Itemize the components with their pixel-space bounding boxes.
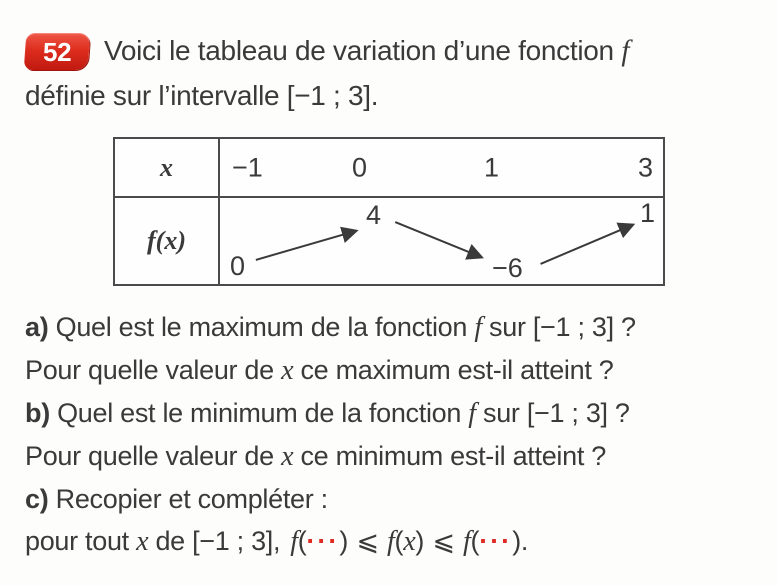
question-b-text2: sur: [475, 398, 527, 428]
arrow-decreasing-icon: [395, 222, 481, 257]
variation-table: [113, 137, 665, 286]
f-symbol: f: [468, 398, 476, 429]
x-symbol: x: [281, 355, 294, 386]
leq-symbol: ⩽: [424, 526, 463, 557]
f-symbol: f: [387, 526, 395, 557]
question-b: [25, 392, 773, 435]
blank-dots-1: ···: [306, 526, 340, 556]
question-b-label: b): [25, 398, 50, 428]
intro-line-2: [25, 74, 770, 118]
function-f-symbol: f: [621, 35, 630, 67]
paren: (: [394, 526, 404, 556]
x-value-3: 3: [637, 152, 653, 182]
exercise-number-badge: [24, 33, 91, 70]
question-b-text: Quel est le minimum de la fonction: [49, 398, 469, 428]
f-symbol: f: [462, 526, 471, 557]
table-variation-cell: [220, 198, 663, 284]
question-a-followup: [25, 349, 773, 392]
question-b2-text2: ce minimum est-il atteint ?: [293, 441, 606, 471]
question-a: [25, 306, 773, 349]
x-value-0: −1: [232, 152, 263, 182]
f-value-end: 1: [639, 198, 655, 228]
question-a-label: a): [25, 312, 49, 342]
f-value-min: −6: [492, 253, 523, 283]
question-b-followup: [25, 435, 773, 478]
question-b2-text: Pour quelle valeur de: [25, 441, 282, 471]
question-c-label: c): [25, 484, 49, 514]
variation-arrows: [220, 198, 663, 284]
x-symbol: x: [136, 526, 149, 557]
paren: (: [470, 526, 480, 556]
paren: ): [415, 526, 425, 556]
intro-text-2: définie sur l’intervalle: [25, 80, 287, 111]
formula-pre: pour tout: [25, 526, 137, 556]
question-b-interval: [−1 ; 3] ?: [526, 398, 630, 428]
intro-line-1: [25, 28, 770, 74]
question-c-formula: [25, 520, 773, 563]
table-header-x-cell: [115, 139, 220, 198]
formula-end: .: [520, 526, 529, 556]
x-value-2: 1: [484, 152, 500, 182]
function-label: f(x): [147, 226, 186, 255]
formula-interval: [−1 ; 3],: [192, 526, 281, 556]
questions-block: [25, 306, 773, 563]
table-x-values-cell: [220, 139, 663, 198]
blank-dots-2: ···: [479, 526, 513, 556]
question-a-interval: [−1 ; 3] ?: [532, 312, 636, 342]
question-a-text: Quel est le maximum de la fonction: [48, 312, 475, 342]
arrow-increasing-1-icon: [256, 231, 356, 260]
question-c: [25, 478, 773, 520]
variable-label: x: [160, 152, 173, 182]
f-value-max: 4: [366, 200, 382, 230]
f-symbol: f: [474, 312, 482, 343]
leq-symbol: ⩽: [348, 526, 387, 557]
paren: ): [512, 526, 521, 556]
paren: ): [339, 526, 349, 556]
intro-text-1: [104, 28, 629, 74]
exercise-intro: [25, 28, 770, 118]
question-a2-text: Pour quelle valeur de: [25, 355, 282, 385]
exercise-number: 52: [42, 36, 72, 66]
intro-interval: [−1 ; 3].: [286, 80, 379, 111]
question-a2-text2: ce maximum est-il atteint ?: [293, 355, 614, 385]
x-symbol: x: [281, 441, 294, 472]
paren: (: [297, 526, 307, 556]
x-symbol: x: [403, 526, 416, 557]
f-symbol: f: [290, 526, 298, 557]
question-a-text2: sur: [481, 312, 533, 342]
arrow-increasing-2-icon: [541, 225, 633, 264]
table-header-fx-cell: [115, 198, 220, 284]
intro-text-run: Voici le tableau de variation d’une fonction: [104, 35, 622, 66]
f-value-start: 0: [230, 251, 246, 281]
formula-mid: de: [148, 526, 193, 556]
x-value-1: 0: [352, 152, 368, 182]
question-c-text: Recopier et compléter :: [48, 484, 328, 514]
